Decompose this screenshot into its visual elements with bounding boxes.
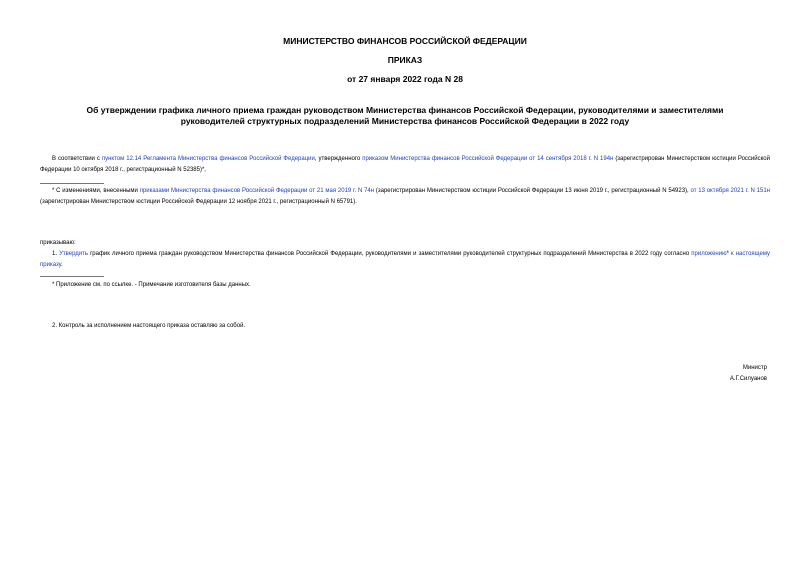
item-1-paragraph — [40, 249, 770, 270]
order-74n-link[interactable]: приказами Министерства финансов Российской Федерации от 21 мая 2019 г. N 74н — [139, 188, 375, 194]
signatory-name: А.Г.Силуанов — [729, 376, 767, 382]
footnote1-text-1: * С изменениями, внесенными — [52, 188, 140, 194]
footnote-divider-2 — [40, 276, 104, 277]
footnote1-text-3: (зарегистрирован Министерством юстиции Российской Федерации 12 ноября 2021 г., регистрационный N 65791). — [40, 198, 357, 205]
item-2-paragraph: 2. Контроль за исполнением настоящего приказа оставляю за собой. — [52, 323, 246, 329]
preamble-text-1: В соответствии с — [52, 156, 102, 162]
document-title: Об утверждении графика личного приема граждан руководством Министерства финансов Российской Федерации, руководителями и заместителями руководителей структурных подразделений Министерства финансов Российской Федерации в 2022 году — [86, 105, 724, 126]
date-number-heading: от 27 января 2022 года N 28 — [347, 74, 463, 84]
signatory-position: Министр — [742, 365, 767, 371]
order-194n-link[interactable]: приказом Министерства финансов Российской Федерации от 14 сентября 2018 г. N 194н — [362, 156, 614, 162]
footnote-amendments — [40, 186, 770, 207]
item1-text-3: * — [726, 251, 731, 257]
appendix-link[interactable]: приложению — [691, 251, 727, 257]
item1-text-2: график личного приема граждан руководством Министерства финансов Российской Федерации, руководителями и заместителями руководителей структурных подразделений Министерства в 2022 году согласно — [88, 251, 692, 257]
footnote-divider — [40, 183, 104, 184]
order-word: приказываю: — [40, 240, 76, 246]
footnote-appendix: * Приложение см. по ссылке. - Примечание изготовителя базы данных. — [52, 282, 251, 288]
footnote1-text-2: (зарегистрирован Министерством юстиции Российской Федерации 13 июня 2019 г., регистрационный N 54923), — [374, 188, 691, 194]
preamble-text-3: (зарегистрирован Министерством юстиции Российской Федерации 10 октября 2018 г., регистрационный N 52385)*, — [40, 156, 770, 173]
preamble-paragraph — [40, 154, 770, 175]
item1-text-1: 1. — [52, 251, 60, 257]
ministry-heading: МИНИСТЕРСТВО ФИНАНСОВ РОССИЙСКОЙ ФЕДЕРАЦИИ — [283, 36, 527, 46]
doc-type-heading: ПРИКАЗ — [387, 55, 423, 65]
item1-text-4: . — [61, 261, 63, 268]
preamble-text-2: , утвержденного — [314, 156, 363, 162]
order-151n-link[interactable]: от 13 октября 2021 г. N 151н — [690, 188, 770, 194]
approve-link[interactable]: Утвердить — [59, 251, 89, 257]
this-order-link[interactable]: к настоящему приказу — [40, 251, 771, 268]
regulation-link[interactable]: пунктом 12.14 Регламента Министерства финансов Российской Федерации — [101, 156, 315, 162]
